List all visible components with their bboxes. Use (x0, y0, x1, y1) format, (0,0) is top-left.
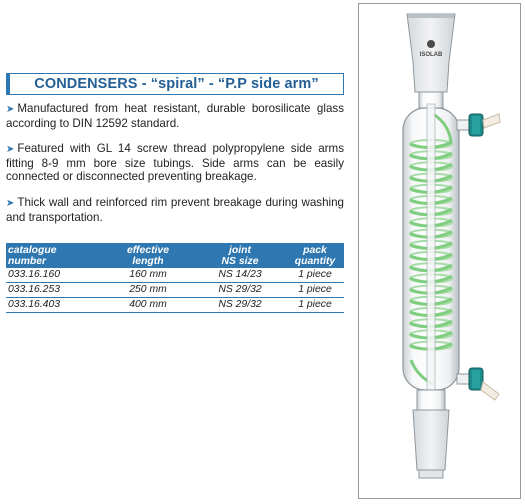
col-header-joint: joint NS size (194, 243, 286, 268)
feature-text: Thick wall and reinforced rim prevent breakage during washing and transportation. (6, 195, 344, 224)
lower-side-arm (457, 368, 499, 400)
feature-list (6, 102, 344, 236)
condenser-illustration (359, 4, 520, 498)
cell-pack: 1 piece (286, 268, 344, 283)
cell-joint: NS 29/32 (194, 298, 286, 313)
cell-catalogue: 033.16.160 (6, 268, 102, 283)
product-photo (358, 3, 521, 499)
page-title: CONDENSERS - “spiral” - “P.P side arm” (34, 76, 319, 92)
cell-catalogue: 033.16.253 (6, 283, 102, 298)
upper-side-arm (457, 114, 500, 136)
feature-text: Manufactured from heat resistant, durable borosilicate glass according to DIN 12592 standard. (6, 102, 344, 130)
svg-text:ISOLAB: ISOLAB (419, 52, 443, 58)
bottom-cone (413, 410, 449, 470)
cell-length: 400 mm (102, 298, 194, 313)
feature-item (6, 196, 344, 224)
arrow-right-icon: ➤ (6, 197, 15, 209)
cell-pack: 1 piece (286, 298, 344, 313)
cell-pack: 1 piece (286, 283, 344, 298)
table-row (6, 268, 344, 283)
cell-joint: NS 29/32 (194, 283, 286, 298)
table-header-row (6, 243, 344, 268)
col-header-length: effective length (102, 243, 194, 268)
feature-item (6, 142, 344, 184)
table-row (6, 283, 344, 298)
col-header-catalogue: catalogue number (6, 243, 102, 268)
cell-joint: NS 14/23 (194, 268, 286, 283)
feature-text: Featured with GL 14 screw thread polypropylene side arms fitting 8-9 mm bore size tubings. Side arms can be easily connected or disconnected preventing breakage. (6, 142, 344, 184)
arrow-right-icon: ➤ (6, 144, 15, 156)
cell-catalogue: 033.16.403 (6, 298, 102, 313)
arrow-right-icon: ➤ (6, 104, 15, 115)
spec-table (6, 243, 344, 313)
cell-length: 250 mm (102, 283, 194, 298)
cell-length: 160 mm (102, 268, 194, 283)
table-row (6, 298, 344, 313)
heading-box (6, 73, 344, 95)
feature-item (6, 102, 344, 130)
col-header-pack: pack quantity (286, 243, 344, 268)
